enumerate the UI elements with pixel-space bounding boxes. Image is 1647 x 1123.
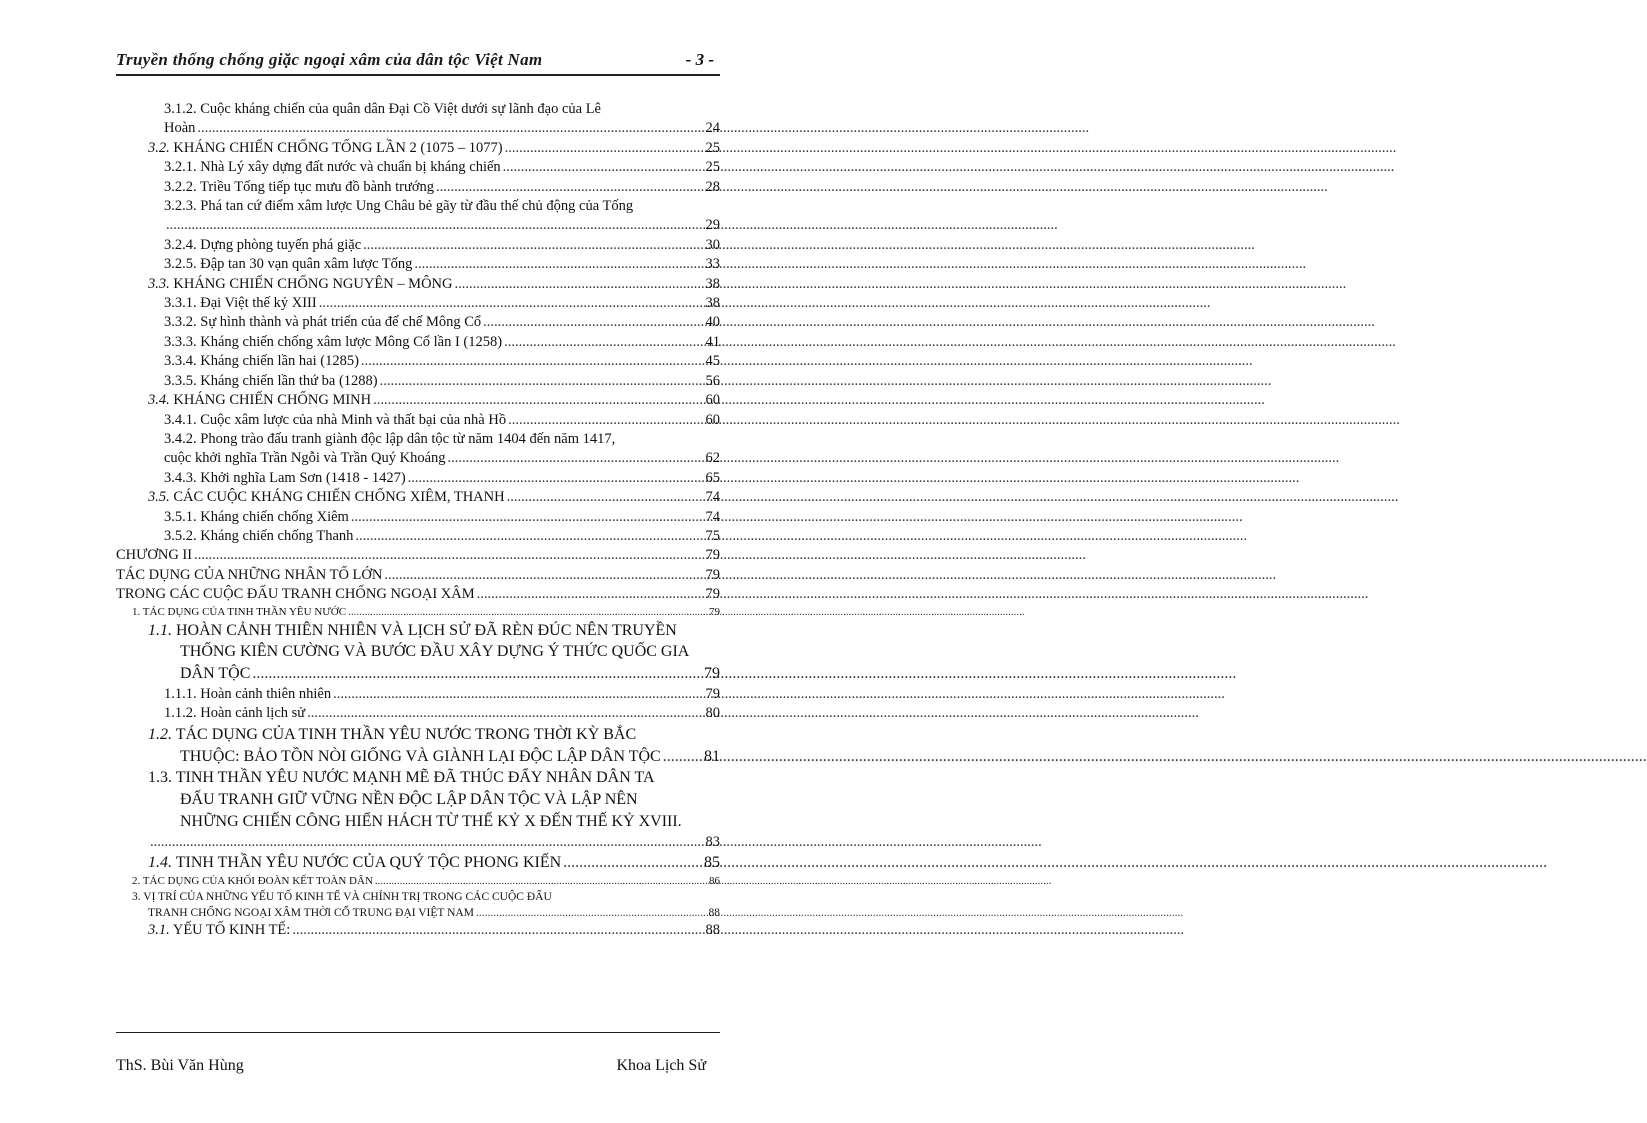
toc-page-number: 38 [705,295,720,312]
toc-page-number: 41 [705,333,720,350]
toc-entry-title: 3.3.2. Sự hình thành và phát triển của đế chế Mông Cổ [164,314,482,331]
toc-entry-text [164,704,305,723]
toc-entry [116,546,720,565]
toc-entry [116,527,720,546]
toc-entry [116,352,720,371]
toc-entry [116,197,720,216]
toc-entry-title: CHƯƠNG II [116,547,193,564]
toc-entry-text [148,391,371,410]
toc-entry [116,100,720,119]
toc-entry-title: 1.1.2. Hoàn cảnh lịch sử [164,705,306,722]
toc-page-number: 86 [709,874,720,887]
toc-entry-title: TÁC DỤNG CỦA TINH THẦN YÊU NƯỚC TRONG THỜI KỲ BẮC [175,725,637,743]
toc-entry-text [164,178,434,197]
toc-entry-text [164,294,317,313]
toc-page-number: 81 [704,747,720,765]
toc-leader-dots [373,391,704,410]
toc-entry [116,663,720,685]
toc-entry-text [116,585,475,604]
toc-entry-title: TÁC DỤNG CỦA NHỮNG NHÂN TỐ LỚN [116,566,383,583]
toc-entry-text [164,313,481,332]
toc-page-number: 24 [705,120,720,137]
toc-leader-dots [414,255,704,274]
toc-entry [116,411,720,430]
toc-entry [116,789,720,811]
toc-entry-text [164,411,506,430]
toc-leader-dots [563,852,703,874]
toc-entry-text [164,372,378,391]
toc-entry-number: 1.1. [148,621,172,639]
toc-entry-text [180,643,689,660]
toc-entry-title: HOÀN CẢNH THIÊN NHIÊN VÀ LỊCH SỬ ĐÃ RÈN ĐÚC NÊN TRUYỀN [176,621,677,639]
toc-leader-dots [436,178,704,197]
toc-page-number: 38 [705,275,720,292]
toc-entry-text [164,431,615,447]
toc-leader-dots [348,605,708,620]
toc-leader-dots [194,546,704,565]
toc-entry-text [164,158,501,177]
toc-entry [116,605,720,620]
toc-entry-title: TRONG CÁC CUỘC ĐẤU TRANH CHỐNG NGOẠI XÂM [116,586,475,603]
toc-leader-dots [504,333,704,352]
toc-entry-text [164,119,195,138]
toc-leader-dots [508,411,704,430]
toc-entry-title: 3.3.1. Đại Việt thế kỷ XIII [164,295,317,312]
toc-entry [116,255,720,274]
toc-page-number: 85 [704,854,720,872]
toc-page-number: 60 [705,392,720,409]
toc-entry-title: 3.4.3. Khởi nghĩa Lam Sơn (1418 - 1427) [164,469,406,486]
toc-leader-dots [333,685,704,704]
toc-entry [116,566,720,585]
toc-leader-dots [375,874,708,889]
toc-entry-text [148,852,561,874]
toc-entry [116,874,720,889]
toc-entry-number: 1.2. [148,725,172,743]
toc-entry-number: 3.4. [148,392,170,409]
toc-entry-title: YẾU TỐ KINH TẾ: [172,921,291,938]
toc-page-number: 88 [705,921,720,938]
toc-entry-title: 3.3.5. Kháng chiến lần thứ ba (1288) [164,372,378,389]
toc-entry-title: THUỘC: BẢO TỒN NÒI GIỐNG VÀ GIÀNH LẠI ĐỘC LẬP DÂN TỘC [180,747,661,765]
toc-leader-dots [663,746,703,768]
toc-page-number: 65 [705,469,720,486]
toc-entry [116,313,720,332]
toc-entry [116,158,720,177]
toc-leader-dots [292,921,704,940]
toc-leader-dots [408,469,705,488]
toc-entry [116,236,720,255]
toc-leader-dots [455,275,705,294]
toc-entry [116,585,720,604]
toc-entry-number: 3.3. [148,275,170,292]
toc-entry-text [148,726,636,743]
toc-entry-title: THỐNG KIÊN CƯỜNG VÀ BƯỚC ĐẦU XÂY DỰNG Ý THỨC QUỐC GIA [180,643,690,661]
toc-page-number: 80 [705,705,720,722]
toc-entry-title: 1. TÁC DỤNG CỦA TINH THẦN YÊU NƯỚC [132,605,347,618]
toc-leader-dots [380,372,705,391]
toc-page-number: 79 [705,547,720,564]
toc-entry [116,889,720,905]
toc-entry [116,333,720,352]
toc-page-number: 79 [705,566,720,583]
toc-entry-title: TINH THẦN YÊU NƯỚC CỦA QUÝ TỘC PHONG KIẾN [175,854,562,872]
toc-entry-title: TRANH CHỐNG NGOẠI XÂM THỜI CỔ TRUNG ĐẠI VIỆT NAM [148,906,474,919]
toc-entry-title: 3.2.4. Dựng phòng tuyến phá giặc [164,236,362,253]
toc-entry [116,852,720,874]
toc-entry [116,685,720,704]
toc-entry-title: 3.3.4. Kháng chiến lần hai (1285) [164,353,359,370]
toc-entry-text [132,605,346,620]
toc-leader-dots [351,508,705,527]
toc-page-number: 28 [705,178,720,195]
toc-entry-title: 3.2.1. Nhà Lý xây dựng đất nước và chuẩn bị kháng chiến [164,159,501,176]
toc-leader-dots [363,236,704,255]
toc-entry-title: 3. VỊ TRÍ CỦA NHỮNG YẾU TỐ KINH TẾ VÀ CHÍNH TRỊ TRONG CÁC CUỘC ĐẤU [132,890,552,903]
toc-page-number: 60 [705,411,720,428]
toc-entry-text [164,101,601,117]
toc-entry [116,275,720,294]
toc-leader-dots [448,449,705,468]
toc-entry-title: 3.1.2. Cuộc kháng chiến của quân dân Đại Cồ Việt dưới sự lãnh đạo của Lê [164,101,601,117]
toc-entry-title: NHỮNG CHIẾN CÔNG HIỂN HÁCH TỪ THẾ KỶ X ĐẾN THẾ KỶ XVIII. [180,812,682,830]
header-title: Truyền thống chống giặc ngoại xâm của dân tộc Việt Nam [116,50,543,69]
toc-page-number: 30 [705,236,720,253]
toc-page-number: 74 [705,508,720,525]
toc-entry-text [148,905,474,921]
toc-leader-dots [307,704,704,723]
toc-entry-title: 1.1.1. Hoàn cảnh thiên nhiên [164,685,332,702]
toc-page-number: 33 [705,256,720,273]
toc-entry-text [164,685,331,704]
toc-entry-title: KHÁNG CHIẾN CHỐNG TỐNG LẦN 2 (1075 – 1077) [173,139,503,156]
toc-entry-text [164,469,406,488]
toc-entry-title: DÂN TỘC [180,665,251,683]
toc-entry-number: 3.5. [148,489,170,506]
toc-entry-number: 3.2. [148,139,170,156]
toc-page-number: 79 [704,665,720,683]
toc-page-number: 25 [705,159,720,176]
toc-entry-title: KHÁNG CHIẾN CHỐNG NGUYÊN – MÔNG [173,275,453,292]
toc-page-number: 74 [705,489,720,506]
toc-entry-text [164,333,502,352]
toc-entry-text [164,236,361,255]
toc-entry-text [148,769,655,786]
toc-entry [116,449,720,468]
toc-entry-text [164,198,633,214]
toc-page-number: 79 [705,586,720,603]
toc-leader-dots [150,833,705,852]
toc-leader-dots [361,352,705,371]
toc-entry [116,488,720,507]
toc-entry-text [164,255,412,274]
toc-leader-dots [476,905,708,921]
toc-leader-dots [477,585,705,604]
toc-entry [116,620,720,642]
toc-page-number: 56 [705,372,720,389]
toc-entry-text [180,746,661,768]
toc-entry [116,119,720,138]
toc-entry-title: cuộc khởi nghĩa Trần Ngỗi và Trần Quý Khoáng [164,450,446,467]
toc-entry [116,469,720,488]
toc-entry-title: 3.2.2. Triều Tống tiếp tục mưu đồ bành trướng [164,178,435,195]
toc-leader-dots [503,158,705,177]
toc-entry-text [180,813,682,830]
toc-page-number: 62 [705,450,720,467]
toc-entry-title: Hoàn [164,120,196,137]
toc-entry-title: 3.2.5. Đập tan 30 vạn quân xâm lược Tống [164,256,413,273]
toc-entry [116,746,720,768]
toc-entry [116,508,720,527]
toc-leader-dots [505,139,705,158]
toc-leader-dots [166,216,705,235]
toc-entry [116,767,720,789]
toc-entry-title: CÁC CUỘC KHÁNG CHIẾN CHỐNG XIÊM, THANH [173,489,505,506]
toc-page-number: 45 [705,353,720,370]
toc-leader-dots [197,119,704,138]
toc-page-number: 83 [705,833,720,850]
toc-entry [116,724,720,746]
footer-author: ThS. Bùi Văn Hùng [116,1057,244,1074]
page-header [116,50,720,74]
toc-entry-text [164,352,359,371]
toc-entry-title: 2. TÁC DỤNG CỦA KHỐI ĐOÀN KẾT TOÀN DÂN [132,874,373,887]
toc-entry [116,921,720,940]
header-divider [116,74,720,76]
toc-leader-dots [319,294,705,313]
toc-page-number: 75 [705,527,720,544]
toc-entry-text [132,891,552,903]
toc-entry [116,811,720,833]
toc-entry-title: 3.5.1. Kháng chiến chống Xiêm [164,508,349,525]
toc-leader-dots [384,566,704,585]
toc-entry-title: ĐẤU TRANH GIỮ VỮNG NỀN ĐỘC LẬP DÂN TỘC VÀ LẬP NÊN [180,791,638,809]
toc-page-number: 25 [705,139,720,156]
toc-entry-title: KHÁNG CHIẾN CHỐNG MINH [173,392,372,409]
toc-entry [116,430,720,449]
toc-leader-dots [483,313,704,332]
toc-page-number: 40 [705,314,720,331]
toc-entry-text [164,527,353,546]
header-page-number: - 3 - [685,50,714,69]
toc-entry-text [148,921,290,940]
toc-entry [116,178,720,197]
footer-department: Khoa Lịch Sử [616,1057,706,1074]
toc-entry-text [148,275,453,294]
toc-entry-text [148,488,505,507]
toc-page-number: 88 [708,906,720,919]
toc-entry-text [180,791,638,808]
toc-entry [116,391,720,410]
toc-page-number: 79 [709,605,720,618]
toc-entry-text [116,546,192,565]
toc-entry [116,372,720,391]
toc-entry-title: 3.3.3. Kháng chiến chống xâm lược Mông Cổ lần I (1258) [164,333,503,350]
footer-divider [116,1032,720,1033]
toc-entry-number: 3.1. [148,921,170,938]
toc-entry-text [116,566,382,585]
toc-entry [116,833,720,852]
toc-entry [116,641,720,663]
toc-leader-dots [507,488,705,507]
table-of-contents [116,100,720,940]
toc-entry [116,905,720,921]
toc-entry-text [132,874,373,889]
toc-entry [116,139,720,158]
toc-entry-text [148,139,503,158]
toc-entry-text [148,622,677,639]
toc-entry-text [164,449,446,468]
toc-entry-text [180,663,250,685]
toc-entry [116,216,720,235]
toc-entry-title: 3.5.2. Kháng chiến chống Thanh [164,527,354,544]
toc-leader-dots [355,527,704,546]
toc-page-number: 79 [705,685,720,702]
toc-entry [116,704,720,723]
toc-entry-title: 3.2.3. Phá tan cứ điểm xâm lược Ung Châu bẻ gãy từ đầu thế chủ động của Tống [164,198,634,215]
toc-entry-title: 3.4.2. Phong trào đấu tranh giành độc lập dân tộc từ năm 1404 đến năm 1417, [164,430,616,447]
toc-entry [116,294,720,313]
toc-page-number: 29 [705,217,720,234]
toc-leader-dots [252,663,703,685]
toc-entry-title: 1.3. TINH THẦN YÊU NƯỚC MẠNH MẼ ĐÃ THÚC ĐẨY NHÂN DÂN TA [148,769,655,787]
toc-entry-text [164,508,349,527]
toc-entry-number: 1.4. [148,854,172,872]
toc-entry-title: 3.4.1. Cuộc xâm lược của nhà Minh và thất bại của nhà Hồ [164,411,507,428]
